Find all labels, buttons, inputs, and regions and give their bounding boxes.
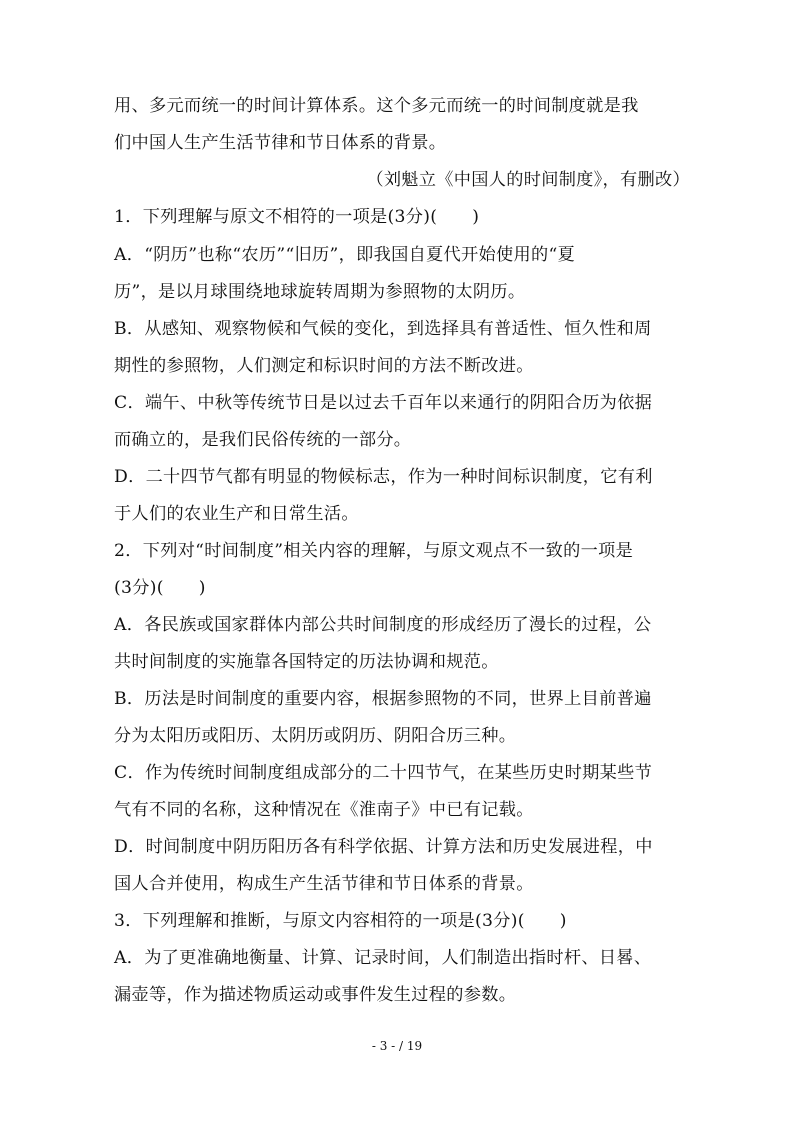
page-number: - 3 - / 19 <box>371 1039 423 1053</box>
q2-option-c-line-2: 气有不同的名称，这种情况在《淮南子》中已有记载。 <box>114 800 534 820</box>
q2-option-a-line-2: 共时间制度的实施靠各国特定的历法协调和规范。 <box>114 652 499 672</box>
question-3-stem: 3．下列理解和推断，与原文内容相符的一项是(3分)( ) <box>114 911 567 931</box>
q2-option-b-line-1: B．历法是时间制度的重要内容，根据参照物的不同，世界上目前普遍 <box>114 689 652 709</box>
q2-option-d-line-1: D．时间制度中阴历阳历各有科学依据、计算方法和历史发展进程，中 <box>114 837 653 857</box>
q2-option-c-line-1: C．作为传统时间制度组成部分的二十四节气，在某些历史时期某些节 <box>114 763 653 783</box>
q1-option-a-line-1: A．“阴历”也称“农历”“旧历”，即我国自夏代开始使用的“夏 <box>114 245 576 265</box>
q1-option-c-line-2: 而确立的，是我们民俗传统的一部分。 <box>114 430 412 450</box>
intro-line-2: 们中国人生产生活节律和节日体系的背景。 <box>114 133 447 153</box>
q1-option-d-line-2: 于人们的农业生产和日常生活。 <box>114 504 359 524</box>
q1-option-b-line-2: 期性的参照物，人们测定和标识时间的方法不断改进。 <box>114 356 534 376</box>
intro-line-1: 用、多元而统一的时间计算体系。这个多元而统一的时间制度就是我 <box>114 96 639 116</box>
q1-option-b-line-1: B．从感知、观察物候和气候的变化，到选择具有普适性、恒久性和周 <box>114 319 652 339</box>
question-1-stem: 1．下列理解与原文不相符的一项是(3分)( ) <box>114 207 480 227</box>
q1-option-a-line-2: 历”，是以月球围绕地球旋转周期为参照物的太阴历。 <box>114 282 526 302</box>
q1-option-c-line-1: C．端午、中秋等传统节日是以过去千百年以来通行的阴阳合历为依据 <box>114 393 653 413</box>
q2-option-a-line-1: A．各民族或国家群体内部公共时间制度的形成经历了漫长的过程，公 <box>114 615 652 635</box>
question-2-stem-line-2: (3分)( ) <box>114 578 206 598</box>
q3-option-a-line-2: 漏壶等，作为描述物质运动或事件发生过程的参数。 <box>114 985 517 1005</box>
q3-option-a-line-1: A．为了更准确地衡量、计算、记录时间，人们制造出指时杆、日晷、 <box>114 948 652 968</box>
q1-option-d-line-1: D．二十四节气都有明显的物候标志，作为一种时间标识制度，它有利 <box>114 467 653 487</box>
q2-option-b-line-2: 分为太阳历或阳历、太阴历或阴历、阴阳合历三种。 <box>114 726 517 746</box>
question-2-stem-line-1: 2．下列对“时间制度”相关内容的理解，与原文观点不一致的一项是 <box>114 541 634 561</box>
q2-option-d-line-2: 国人合并使用，构成生产生活节律和节日体系的背景。 <box>114 874 534 894</box>
source-citation: （刘魁立《中国人的时间制度》，有删改） <box>366 170 690 190</box>
